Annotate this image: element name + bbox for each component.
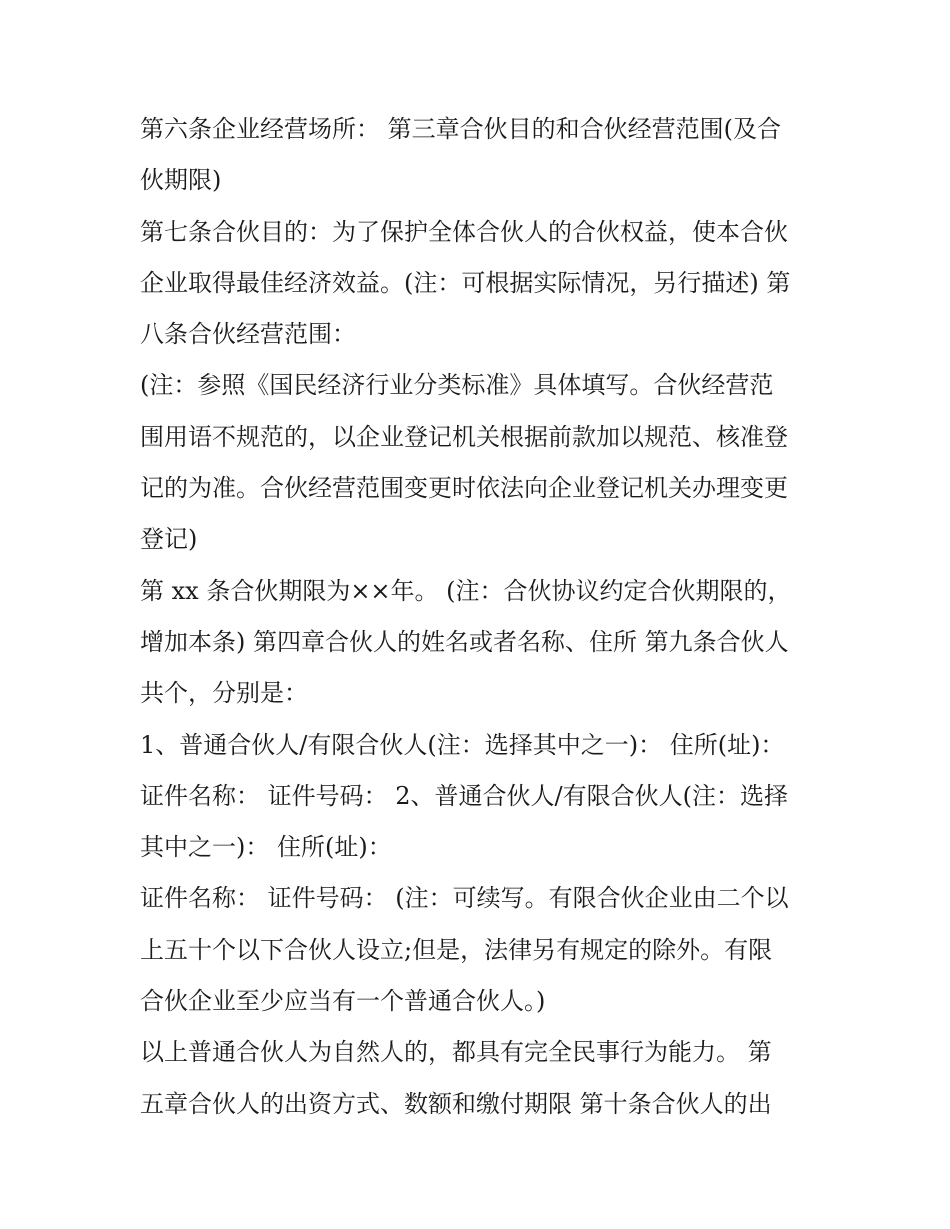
text-line: 第六条企业经营场所： 第三章合伙目的和合伙经营范围(及合 (140, 115, 781, 143)
text-line: 围用语不规范的，以企业登记机关根据前款加以规范、核准登 (140, 422, 788, 451)
text-line: 1、普通合伙人/有限合伙人(注：选择其中之一)： 住所(址)： (140, 730, 785, 759)
text-line: 证件名称： 证件号码： (注：可续写。有限合伙企业由二个以 (140, 884, 789, 913)
text-line: (注：参照《国民经济行业分类标准》具体填写。合伙经营范 (140, 371, 774, 400)
text-line: 记的为准。合伙经营范围变更时依法向企业登记机关办理变更 (140, 474, 788, 503)
text-line: 合伙企业至少应当有一个普通合伙人。) (140, 987, 546, 1016)
text-line: 证件名称： 证件号码： 2、普通合伙人/有限合伙人(注：选择 (140, 781, 788, 810)
text-line: 伙期限) (140, 166, 222, 195)
text-line: 第七条合伙目的：为了保护全体合伙人的合伙权益，使本合伙 (140, 217, 788, 246)
text-line: 增加本条) 第四章合伙人的姓名或者名称、住所 第九条合伙人 (140, 627, 789, 656)
text-line: 其中之一)： 住所(址)： (140, 833, 392, 862)
text-line: 上五十个以下合伙人设立;但是，法律另有规定的除外。有限 (140, 935, 773, 964)
text-line: 以上普通合伙人为自然人的，都具有完全民事行为能力。 第 (140, 1038, 772, 1067)
text-line: 第 xx 条合伙期限为××年。 (注：合伙协议约定合伙期限的， (140, 576, 792, 605)
text-line: 企业取得最佳经济效益。(注：可根据实际情况，另行描述) 第 (140, 268, 791, 297)
text-line: 登记) (140, 525, 198, 554)
text-line: 共个，分别是： (140, 679, 308, 708)
document-body (140, 104, 820, 1130)
text-line: 五章合伙人的出资方式、数额和缴付期限 第十条合伙人的出 (140, 1089, 772, 1118)
text-line: 八条合伙经营范围： (140, 320, 356, 349)
